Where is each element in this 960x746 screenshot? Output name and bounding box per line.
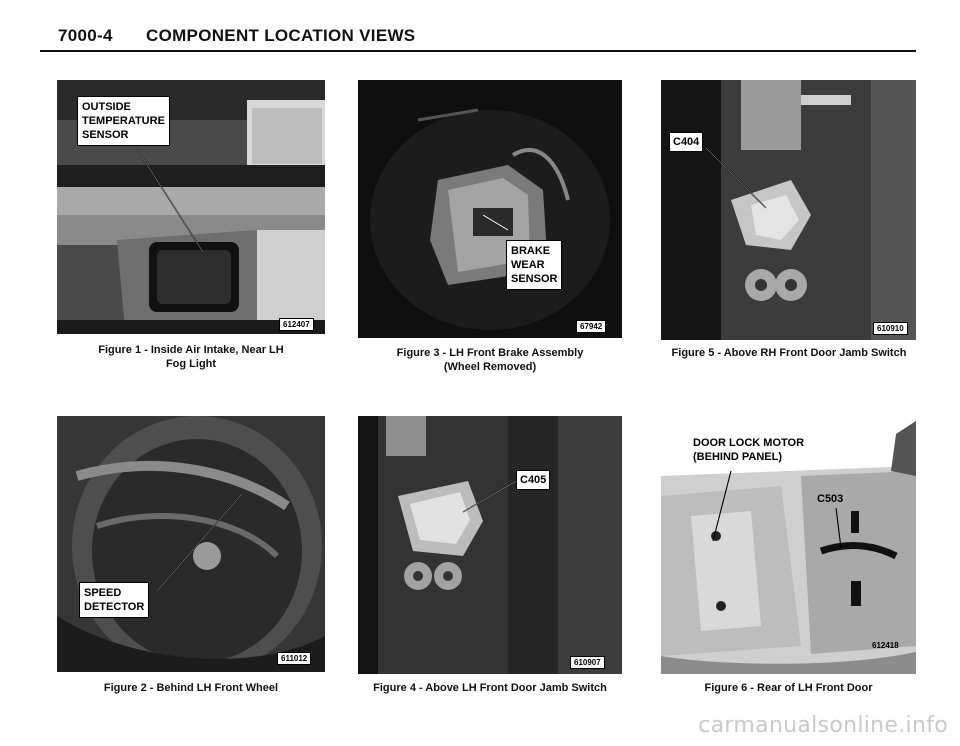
figure-2-caption (57, 681, 325, 695)
callout-line: C503 (817, 493, 844, 505)
callout-line: SPEED (84, 587, 122, 599)
caption-line: Figure 3 - LH Front Brake Assembly (396, 347, 584, 359)
figure-6-photo-id: 612418 (872, 641, 899, 650)
figure-1-callout (77, 96, 170, 146)
callout-line: C404 (673, 136, 700, 148)
figure-2-photo (57, 416, 325, 672)
figure-3-callout (506, 240, 562, 290)
caption-line: Figure 2 - Behind LH Front Wheel (103, 682, 279, 694)
figure-6-caption (661, 681, 916, 695)
figure-4-photo-id: 610907 (570, 656, 605, 669)
caption-line: Fog Light (165, 358, 217, 370)
callout-line: TEMPERATURE (82, 115, 165, 127)
callout-line: (BEHIND PANEL) (693, 451, 783, 463)
figure-3-photo (358, 80, 622, 338)
figure-2-photo-id: 611012 (277, 652, 311, 665)
caption-line: Figure 1 - Inside Air Intake, Near LH (98, 344, 284, 356)
figure-6-photo (661, 416, 916, 674)
figure-3-illustration (358, 80, 622, 338)
figure-1-photo-id: 612407 (279, 318, 314, 331)
callout-line: WEAR (511, 259, 545, 271)
figure-5-photo (661, 80, 916, 340)
figure-1-photo (57, 80, 325, 334)
figure-5-photo-id: 610910 (873, 322, 908, 335)
figure-4-illustration (358, 416, 622, 674)
callout-line: DETECTOR (84, 601, 145, 613)
page-title: COMPONENT LOCATION VIEWS (146, 26, 416, 45)
figure-1-caption (57, 343, 325, 371)
callout-line: OUTSIDE (82, 101, 131, 113)
caption-line: (Wheel Removed) (443, 361, 537, 373)
callout-line: C405 (520, 474, 547, 486)
page-header (40, 26, 916, 52)
caption-line: Figure 6 - Rear of LH Front Door (704, 682, 873, 694)
callout-line: BRAKE (511, 245, 551, 257)
figure-5-caption (648, 346, 930, 360)
figure-2-illustration (57, 416, 325, 672)
figure-4-photo (358, 416, 622, 674)
page-number: 7000-4 (58, 26, 113, 45)
figure-4-caption (338, 681, 642, 695)
figure-2-callout (79, 582, 149, 618)
figure-5-callout (669, 132, 703, 152)
callout-line: SENSOR (82, 129, 129, 141)
figure-3-photo-id: 67942 (576, 320, 606, 333)
watermark: carmanualsonline.info (698, 713, 948, 738)
caption-line: Figure 5 - Above RH Front Door Jamb Switch (671, 347, 907, 359)
caption-line: Figure 4 - Above LH Front Door Jamb Switch (373, 682, 607, 694)
figure-5-illustration (661, 80, 916, 340)
figure-6-callout (693, 436, 804, 464)
callout-line: SENSOR (511, 273, 558, 285)
figure-3-caption (348, 346, 632, 374)
figure-6-callout-connector (817, 492, 843, 506)
figure-4-callout (516, 470, 550, 490)
callout-line: DOOR LOCK MOTOR (693, 437, 805, 449)
